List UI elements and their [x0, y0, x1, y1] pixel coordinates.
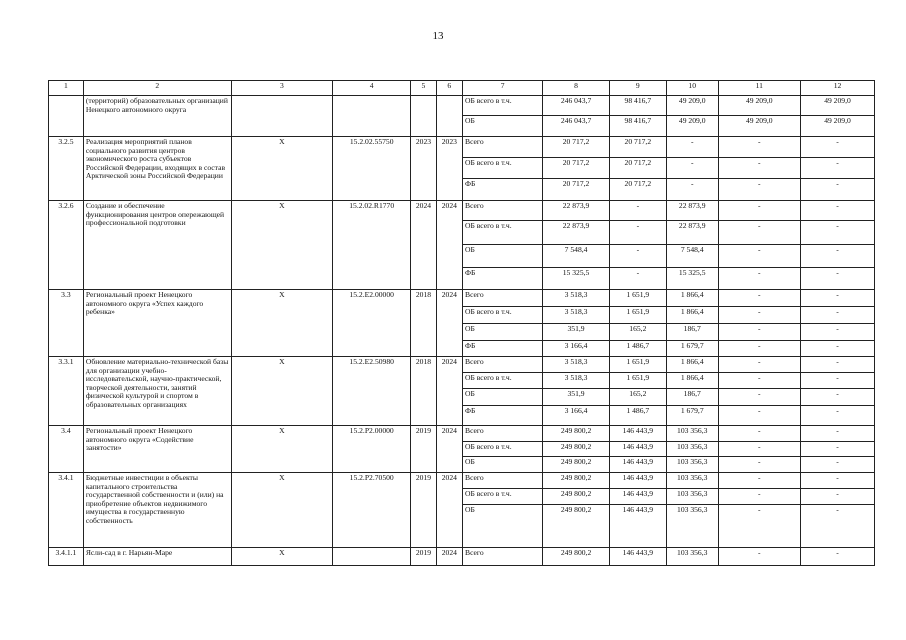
amount-cell: 146 443,9	[609, 489, 666, 505]
amount-cell: 103 356,3	[666, 442, 718, 457]
amount-cell: 1 651,9	[609, 373, 666, 389]
amount-cell: -	[666, 137, 718, 158]
amount-cell: -	[666, 179, 718, 201]
amount-cell: 103 356,3	[666, 548, 718, 566]
amount-cell: -	[800, 389, 874, 406]
amount-cell: 20 717,2	[609, 137, 666, 158]
item-start-year: 2023	[411, 137, 436, 201]
amount-cell: 146 443,9	[609, 457, 666, 473]
item-target-code: 15.2.Е2.00000	[333, 290, 411, 357]
amount-cell: -	[718, 158, 800, 179]
funding-source: Всего	[463, 137, 543, 158]
funding-source: ОБ	[463, 245, 543, 268]
table-row	[49, 96, 875, 116]
amount-cell: -	[800, 307, 874, 324]
amount-cell: 146 443,9	[609, 505, 666, 548]
amount-cell: -	[800, 137, 874, 158]
amount-cell: 1 651,9	[609, 357, 666, 373]
amount-cell: 103 356,3	[666, 457, 718, 473]
amount-cell: -	[718, 179, 800, 201]
amount-cell: 20 717,2	[543, 158, 610, 179]
amount-cell: -	[609, 221, 666, 245]
amount-cell: 103 356,3	[666, 489, 718, 505]
amount-cell: 1 486,7	[609, 341, 666, 357]
amount-cell: -	[800, 201, 874, 221]
funding-source: ФБ	[463, 341, 543, 357]
amount-cell: 1 679,7	[666, 406, 718, 426]
column-number: 2	[83, 81, 231, 96]
amount-cell: -	[800, 324, 874, 341]
amount-cell: 1 486,7	[609, 406, 666, 426]
column-number: 1	[49, 81, 84, 96]
amount-cell: 49 209,0	[666, 116, 718, 137]
amount-cell: -	[800, 221, 874, 245]
item-name: Ясли-сад в г. Нарьян-Маре	[83, 548, 231, 566]
item-col3: Х	[231, 201, 332, 290]
amount-cell: -	[800, 426, 874, 442]
item-start-year: 2019	[411, 473, 436, 548]
amount-cell: -	[609, 268, 666, 290]
amount-cell: 1 679,7	[666, 341, 718, 357]
item-code: 3.4	[49, 426, 84, 473]
amount-cell: -	[718, 268, 800, 290]
amount-cell: 49 209,0	[718, 96, 800, 116]
page-number: 13	[432, 30, 444, 42]
funding-source: ОБ	[463, 389, 543, 406]
amount-cell: -	[800, 290, 874, 307]
amount-cell: 49 209,0	[718, 116, 800, 137]
amount-cell: 22 873,9	[666, 221, 718, 245]
item-col3: Х	[231, 426, 332, 473]
item-end-year: 2024	[436, 426, 462, 473]
amount-cell: 7 548,4	[666, 245, 718, 268]
amount-cell: 1 866,4	[666, 290, 718, 307]
item-code	[49, 96, 84, 137]
amount-cell: -	[718, 548, 800, 566]
amount-cell: -	[718, 137, 800, 158]
amount-cell: -	[800, 268, 874, 290]
item-target-code	[333, 548, 411, 566]
budget-table	[48, 80, 875, 566]
item-target-code: 15.2.02.55750	[333, 137, 411, 201]
item-code: 3.4.1.1	[49, 548, 84, 566]
amount-cell: -	[718, 426, 800, 442]
funding-source: ФБ	[463, 406, 543, 426]
item-target-code: 15.2.02.R1770	[333, 201, 411, 290]
table-row	[49, 426, 875, 442]
amount-cell: -	[800, 357, 874, 373]
item-col3: Х	[231, 548, 332, 566]
amount-cell: -	[800, 489, 874, 505]
amount-cell: 249 800,2	[543, 473, 610, 489]
table-row	[49, 473, 875, 489]
item-col3	[231, 96, 332, 137]
amount-cell: 22 873,9	[543, 201, 610, 221]
amount-cell: 20 717,2	[609, 158, 666, 179]
item-end-year: 2024	[436, 357, 462, 426]
amount-cell: 49 209,0	[800, 96, 874, 116]
amount-cell: -	[718, 389, 800, 406]
amount-cell: 1 651,9	[609, 307, 666, 324]
item-code: 3.2.5	[49, 137, 84, 201]
amount-cell: 7 548,4	[543, 245, 610, 268]
amount-cell: 98 416,7	[609, 96, 666, 116]
column-number: 12	[800, 81, 874, 96]
column-number: 4	[333, 81, 411, 96]
funding-source: ОБ всего в т.ч.	[463, 307, 543, 324]
table-row	[49, 137, 875, 158]
funding-source: Всего	[463, 473, 543, 489]
amount-cell: -	[718, 201, 800, 221]
amount-cell: 246 043,7	[543, 96, 610, 116]
amount-cell: -	[800, 406, 874, 426]
column-number: 3	[231, 81, 332, 96]
item-code: 3.3	[49, 290, 84, 357]
amount-cell: 146 443,9	[609, 473, 666, 489]
table-row	[49, 357, 875, 373]
item-target-code: 15.2.Р2.00000	[333, 426, 411, 473]
amount-cell: 20 717,2	[609, 179, 666, 201]
amount-cell: 249 800,2	[543, 442, 610, 457]
column-number: 5	[411, 81, 436, 96]
amount-cell: 186,7	[666, 389, 718, 406]
funding-source: ОБ	[463, 505, 543, 548]
funding-source: ОБ всего в т.ч.	[463, 221, 543, 245]
funding-source: ФБ	[463, 179, 543, 201]
item-code: 3.3.1	[49, 357, 84, 426]
amount-cell: 3 166,4	[543, 406, 610, 426]
amount-cell: -	[718, 373, 800, 389]
amount-cell: -	[718, 357, 800, 373]
column-number-row	[49, 81, 875, 96]
amount-cell: -	[800, 548, 874, 566]
item-start-year: 2019	[411, 426, 436, 473]
amount-cell: 3 166,4	[543, 341, 610, 357]
funding-source: ОБ всего в т.ч.	[463, 158, 543, 179]
amount-cell: -	[800, 373, 874, 389]
item-name: (территорий) образовательных организаций Ненецкого автономного округа	[83, 96, 231, 137]
item-name: Региональный проект Ненецкого автономного округа «Успех каждого ребенка»	[83, 290, 231, 357]
amount-cell: 20 717,2	[543, 179, 610, 201]
amount-cell: 165,2	[609, 324, 666, 341]
amount-cell: -	[800, 473, 874, 489]
item-start-year: 2024	[411, 201, 436, 290]
column-number: 11	[718, 81, 800, 96]
amount-cell: 15 325,5	[666, 268, 718, 290]
amount-cell: 165,2	[609, 389, 666, 406]
table-row	[49, 548, 875, 566]
amount-cell: 146 443,9	[609, 442, 666, 457]
amount-cell: 103 356,3	[666, 473, 718, 489]
amount-cell: 1 866,4	[666, 373, 718, 389]
item-name: Реализация мероприятий планов социального развития центров экономического роста субъектов Российской Федерации, входящих в состав Арктической зоны Российской Федерации	[83, 137, 231, 201]
amount-cell: -	[718, 489, 800, 505]
amount-cell: 249 800,2	[543, 426, 610, 442]
item-col3: Х	[231, 473, 332, 548]
item-end-year: 2023	[436, 137, 462, 201]
amount-cell: 49 209,0	[800, 116, 874, 137]
column-number: 9	[609, 81, 666, 96]
table-row	[49, 201, 875, 221]
amount-cell: 249 800,2	[543, 489, 610, 505]
funding-source: Всего	[463, 548, 543, 566]
amount-cell: -	[718, 324, 800, 341]
funding-source: ФБ	[463, 268, 543, 290]
item-name: Обновление материально-технической базы для организации учебно-исследовательской, научно-практической, творческой деятельности, занятий физической культурой и спортом в образовательных организациях	[83, 357, 231, 426]
amount-cell: 49 209,0	[666, 96, 718, 116]
funding-source: ОБ всего в т.ч.	[463, 489, 543, 505]
amount-cell: 98 416,7	[609, 116, 666, 137]
item-col3: Х	[231, 357, 332, 426]
table-row	[49, 290, 875, 307]
funding-source: Всего	[463, 201, 543, 221]
amount-cell: -	[718, 245, 800, 268]
amount-cell: 249 800,2	[543, 548, 610, 566]
item-target-code	[333, 96, 411, 137]
funding-source: ОБ	[463, 324, 543, 341]
amount-cell: 249 800,2	[543, 457, 610, 473]
item-end-year: 2024	[436, 548, 462, 566]
amount-cell: -	[800, 179, 874, 201]
funding-source: ОБ	[463, 457, 543, 473]
amount-cell: 15 325,5	[543, 268, 610, 290]
amount-cell: -	[718, 290, 800, 307]
amount-cell: -	[609, 201, 666, 221]
item-end-year: 2024	[436, 201, 462, 290]
amount-cell: -	[718, 406, 800, 426]
amount-cell: 1 866,4	[666, 307, 718, 324]
column-number: 7	[463, 81, 543, 96]
funding-source: ОБ всего в т.ч.	[463, 96, 543, 116]
funding-source: ОБ всего в т.ч.	[463, 442, 543, 457]
amount-cell: 3 518,3	[543, 357, 610, 373]
amount-cell: 146 443,9	[609, 548, 666, 566]
item-code: 3.2.6	[49, 201, 84, 290]
amount-cell: -	[718, 341, 800, 357]
item-name: Бюджетные инвестиции в объекты капитального строительства государственной собственности и (или) на приобретение объектов недвижимого имущества в государственную собственность	[83, 473, 231, 548]
column-number: 8	[543, 81, 610, 96]
amount-cell: 22 873,9	[666, 201, 718, 221]
amount-cell: -	[800, 341, 874, 357]
item-code: 3.4.1	[49, 473, 84, 548]
amount-cell: -	[718, 473, 800, 489]
funding-source: ОБ	[463, 116, 543, 137]
item-name: Региональный проект Ненецкого автономного округа «Содействие занятости»	[83, 426, 231, 473]
amount-cell: 103 356,3	[666, 426, 718, 442]
item-end-year	[436, 96, 462, 137]
item-target-code: 15.2.Р2.70500	[333, 473, 411, 548]
amount-cell: -	[718, 457, 800, 473]
amount-cell: -	[800, 505, 874, 548]
amount-cell: -	[800, 158, 874, 179]
column-number: 10	[666, 81, 718, 96]
amount-cell: -	[718, 505, 800, 548]
item-target-code: 15.2.Е2.50980	[333, 357, 411, 426]
amount-cell: 1 651,9	[609, 290, 666, 307]
item-col3: Х	[231, 137, 332, 201]
amount-cell: 186,7	[666, 324, 718, 341]
funding-source: Всего	[463, 426, 543, 442]
amount-cell: 3 518,3	[543, 373, 610, 389]
item-name: Создание и обеспечение функционирования центров опережающей профессиональной подготовки	[83, 201, 231, 290]
amount-cell: 3 518,3	[543, 307, 610, 324]
item-end-year: 2024	[436, 290, 462, 357]
amount-cell: 1 866,4	[666, 357, 718, 373]
amount-cell: 351,9	[543, 324, 610, 341]
amount-cell: -	[800, 442, 874, 457]
funding-source: ОБ всего в т.ч.	[463, 373, 543, 389]
amount-cell: 246 043,7	[543, 116, 610, 137]
funding-source: Всего	[463, 357, 543, 373]
amount-cell: -	[800, 457, 874, 473]
column-number: 6	[436, 81, 462, 96]
item-start-year: 2019	[411, 548, 436, 566]
amount-cell: -	[609, 245, 666, 268]
item-col3: Х	[231, 290, 332, 357]
amount-cell: 22 873,9	[543, 221, 610, 245]
amount-cell: -	[718, 307, 800, 324]
item-start-year: 2018	[411, 357, 436, 426]
amount-cell: -	[800, 245, 874, 268]
item-start-year	[411, 96, 436, 137]
amount-cell: -	[718, 221, 800, 245]
amount-cell: -	[666, 158, 718, 179]
amount-cell: 103 356,3	[666, 505, 718, 548]
funding-source: Всего	[463, 290, 543, 307]
amount-cell: 249 800,2	[543, 505, 610, 548]
amount-cell: 146 443,9	[609, 426, 666, 442]
amount-cell: 351,9	[543, 389, 610, 406]
item-end-year: 2024	[436, 473, 462, 548]
amount-cell: -	[718, 442, 800, 457]
amount-cell: 3 518,3	[543, 290, 610, 307]
item-start-year: 2018	[411, 290, 436, 357]
amount-cell: 20 717,2	[543, 137, 610, 158]
